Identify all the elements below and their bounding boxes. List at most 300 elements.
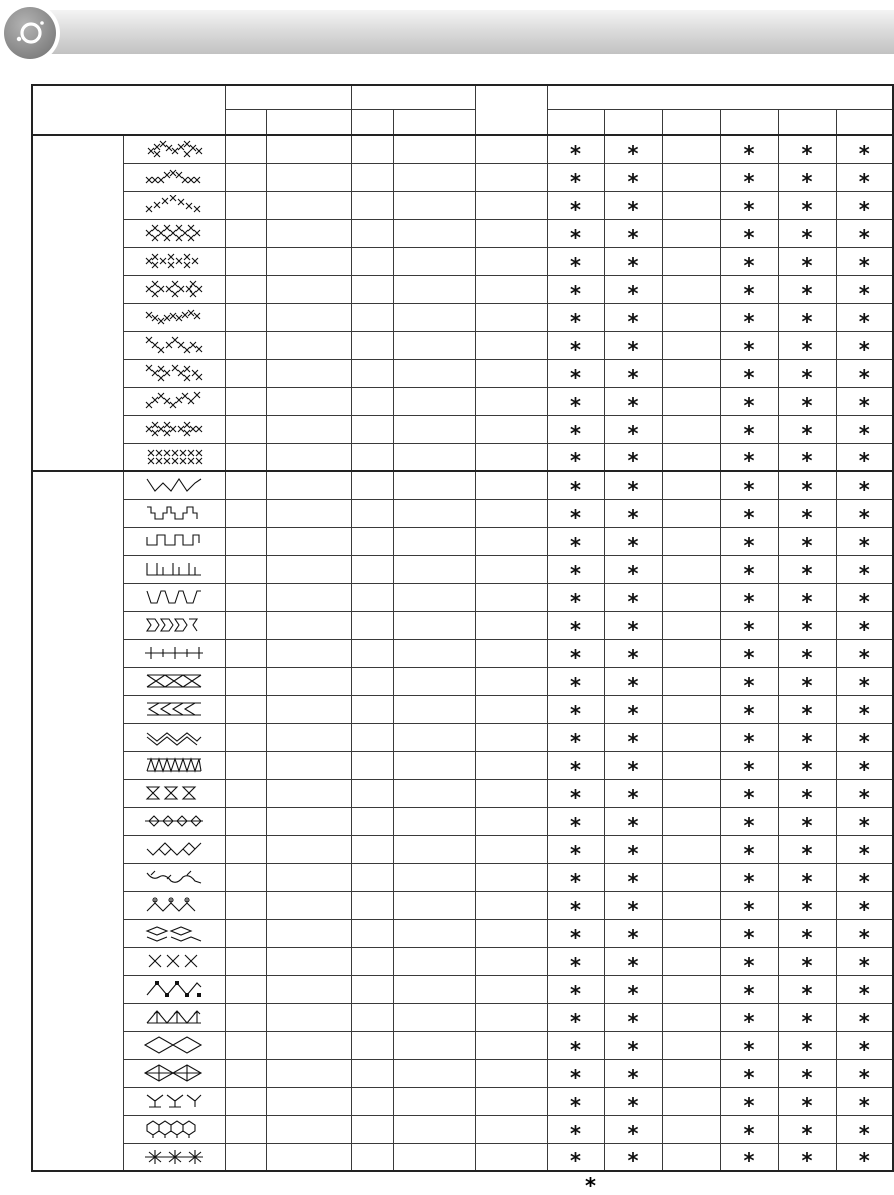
blank-cell: [266, 219, 351, 247]
blank-cell: [351, 947, 393, 975]
blank-cell: [393, 247, 475, 275]
blank-cell: [475, 779, 547, 807]
mark-cell: [836, 863, 893, 894]
boxed-cross-icon: [143, 671, 205, 691]
blank-cell: [475, 639, 547, 667]
leaf-wave-icon: [143, 867, 205, 887]
star-mark: *: [570, 897, 581, 922]
blank-cell: [225, 639, 266, 667]
mark-cell: [604, 779, 662, 810]
star-mark: *: [627, 1121, 639, 1146]
star-mark: *: [570, 1065, 581, 1090]
mark-cell: [836, 359, 893, 390]
star-mark: *: [570, 421, 581, 446]
blank-cell: [475, 919, 547, 947]
mark-cell: [547, 779, 604, 810]
star-mark: *: [570, 757, 581, 782]
blank-cell: [266, 779, 351, 807]
table-row: [32, 499, 893, 527]
section-header-bar: [14, 10, 894, 54]
blank-cell: [393, 443, 475, 471]
mark-cell: [604, 975, 662, 1006]
mark-cell: [778, 555, 836, 586]
mark-cell: [547, 947, 604, 978]
star-mark: *: [858, 925, 870, 950]
mark-cell: [662, 975, 720, 1003]
star-mark: *: [858, 281, 870, 306]
mark-cell: [836, 135, 893, 166]
star-mark: *: [858, 981, 870, 1006]
star-mark: *: [627, 897, 639, 922]
mark-cell: [720, 247, 778, 278]
stitch-icon-cell: [123, 919, 225, 947]
star-mark: *: [743, 617, 755, 642]
star-mark: *: [743, 953, 755, 978]
star-mark: *: [627, 785, 639, 810]
blank-cell: [225, 499, 266, 527]
blank-cell: [266, 135, 351, 163]
mark-cell: [778, 891, 836, 922]
blank-cell: [475, 975, 547, 1003]
blank-cell: [266, 303, 351, 331]
blank-cell: [266, 555, 351, 583]
star-mark: *: [627, 701, 639, 726]
blank-cell: [225, 1059, 266, 1087]
table-row: [32, 583, 893, 611]
mark-cell: [547, 583, 604, 614]
blank-cell: [225, 863, 266, 891]
blank-cell: [225, 1143, 266, 1171]
blank-cell: [393, 387, 475, 415]
star-mark: *: [627, 813, 639, 838]
stitch-table: [31, 84, 894, 1172]
star-mark: *: [570, 785, 581, 810]
blank-cell: [475, 1031, 547, 1059]
mark-cell: [836, 807, 893, 838]
star-mark: *: [570, 337, 581, 362]
mark-cell: [604, 527, 662, 558]
mark-cell: [662, 667, 720, 695]
mark-cell: [662, 583, 720, 611]
blank-cell: [266, 1143, 351, 1171]
star-mark: *: [858, 869, 870, 894]
mark-cell: [547, 387, 604, 418]
blank-cell: [266, 919, 351, 947]
star-mark: *: [858, 505, 870, 530]
star-mark: *: [858, 701, 870, 726]
mark-cell: [547, 1115, 604, 1146]
mark-cell: [720, 303, 778, 334]
table-row: [32, 835, 893, 863]
header-subcell: [547, 109, 604, 135]
blank-cell: [393, 1115, 475, 1143]
star-mark: *: [570, 701, 581, 726]
blank-cell: [266, 387, 351, 415]
star-mark: *: [801, 785, 813, 810]
blank-cell: [351, 919, 393, 947]
star-mark: *: [801, 841, 813, 866]
mark-cell: [778, 275, 836, 306]
mark-cell: [836, 667, 893, 698]
blank-cell: [475, 303, 547, 331]
mark-cell: [604, 135, 662, 166]
blank-cell: [393, 639, 475, 667]
star-mark: *: [743, 225, 755, 250]
star-mark: *: [627, 673, 639, 698]
ribbon-wave-icon: [143, 923, 205, 943]
blank-cell: [351, 863, 393, 891]
stitch-icon-cell: [123, 303, 225, 331]
mark-cell: [778, 863, 836, 894]
mark-cell: [720, 163, 778, 194]
blank-cell: [266, 723, 351, 751]
star-mark: *: [627, 561, 639, 586]
header-subcell: [266, 109, 351, 135]
star-mark: *: [858, 253, 870, 278]
mark-cell: [604, 1031, 662, 1062]
table-row: [32, 667, 893, 695]
blank-cell: [475, 471, 547, 499]
star-mark: *: [858, 561, 870, 586]
mark-cell: [778, 975, 836, 1006]
star-mark: *: [801, 253, 813, 278]
mark-cell: [836, 247, 893, 278]
star-mark: *: [801, 505, 813, 530]
star-mark: *: [801, 1009, 813, 1034]
blank-cell: [266, 835, 351, 863]
blank-cell: [393, 975, 475, 1003]
mark-cell: [836, 975, 893, 1006]
star-mark: *: [743, 561, 755, 586]
star-mark: *: [801, 869, 813, 894]
blank-cell: [225, 415, 266, 443]
mark-cell: [662, 1059, 720, 1087]
table-row: [32, 443, 893, 471]
blank-cell: [393, 807, 475, 835]
blank-cell: [475, 135, 547, 163]
blank-cell: [351, 975, 393, 1003]
blank-cell: [393, 611, 475, 639]
blank-cell: [266, 891, 351, 919]
mark-cell: [662, 1115, 720, 1143]
star-mark: *: [570, 1149, 581, 1174]
mark-cell: [604, 583, 662, 614]
table-row: [32, 863, 893, 891]
header-subcell: [393, 109, 475, 135]
blank-cell: [475, 527, 547, 555]
table-row: [32, 779, 893, 807]
blank-cell: [475, 891, 547, 919]
blank-cell: [393, 471, 475, 499]
mark-cell: [604, 947, 662, 978]
star-mark: *: [858, 393, 870, 418]
blank-cell: [351, 583, 393, 611]
header-subcell: [351, 109, 393, 135]
mark-cell: [604, 303, 662, 334]
mark-cell: [547, 807, 604, 838]
blank-cell: [475, 835, 547, 863]
mark-cell: [547, 219, 604, 250]
blank-cell: [351, 135, 393, 163]
stitch-icon-cell: [123, 835, 225, 863]
blank-cell: [475, 191, 547, 219]
mark-cell: [720, 1087, 778, 1118]
blank-cell: [393, 555, 475, 583]
mark-cell: [547, 135, 604, 166]
mark-cell: [836, 695, 893, 726]
stitch-icon-cell: [123, 947, 225, 975]
blank-cell: [266, 527, 351, 555]
star-mark: *: [743, 701, 755, 726]
table-row: [32, 891, 893, 919]
mark-cell: [662, 387, 720, 415]
star-mark: *: [570, 1093, 581, 1118]
star-mark: *: [743, 1009, 755, 1034]
mark-cell: [720, 359, 778, 390]
mark-cell: [720, 415, 778, 446]
blank-cell: [351, 163, 393, 191]
blank-cell: [225, 555, 266, 583]
mark-cell: [604, 1003, 662, 1034]
blank-cell: [351, 723, 393, 751]
star-mark: *: [627, 253, 639, 278]
table-row: [32, 471, 893, 499]
blank-cell: [351, 555, 393, 583]
star-mark: *: [627, 1149, 639, 1174]
crossed-rhombus-icon: [143, 1063, 205, 1083]
blank-cell: [393, 695, 475, 723]
star-mark: *: [801, 1149, 813, 1174]
blank-cell: [351, 891, 393, 919]
cross-stitch-04-icon: [143, 223, 205, 243]
cross-stitch-01-icon: [143, 139, 205, 159]
blank-cell: [393, 415, 475, 443]
star-mark: *: [627, 309, 639, 334]
mark-cell: [662, 303, 720, 331]
star-mark: *: [858, 1121, 870, 1146]
blank-cell: [225, 695, 266, 723]
blank-cell: [225, 471, 266, 499]
mark-cell: [720, 807, 778, 838]
table-row: [32, 947, 893, 975]
cross-stitch-07-icon: [143, 307, 205, 327]
blank-cell: [475, 863, 547, 891]
star-mark: *: [858, 1065, 870, 1090]
mark-cell: [720, 443, 778, 474]
star-mark: *: [743, 1149, 755, 1174]
star-mark: *: [570, 617, 581, 642]
star-mark: *: [801, 141, 813, 166]
mark-cell: [547, 863, 604, 894]
section-badge: [0, 3, 60, 63]
star-mark: *: [858, 169, 870, 194]
blank-cell: [393, 135, 475, 163]
mark-cell: [720, 919, 778, 950]
u-wave-icon: [143, 587, 205, 607]
star-mark: *: [743, 253, 755, 278]
star-mark: *: [743, 169, 755, 194]
blank-cell: [351, 191, 393, 219]
blank-cell: [225, 303, 266, 331]
mark-cell: [778, 331, 836, 362]
star-mark: *: [743, 645, 755, 670]
star-mark: *: [743, 841, 755, 866]
star-mark: *: [743, 281, 755, 306]
stitch-icon-cell: [123, 807, 225, 835]
zigzag-v-icon: [143, 475, 205, 495]
mark-cell: [662, 331, 720, 359]
stitch-icon-cell: [123, 751, 225, 779]
blank-cell: [225, 1115, 266, 1143]
diamond-chain-icon: [143, 811, 205, 831]
mark-cell: [836, 723, 893, 754]
mark-cell: [778, 947, 836, 978]
mark-cell: [604, 667, 662, 698]
star-mark: *: [570, 449, 581, 474]
star-mark: *: [801, 645, 813, 670]
mark-cell: [778, 807, 836, 838]
mark-cell: [836, 1115, 893, 1146]
cross-stitch-10-icon: [143, 391, 205, 411]
blank-cell: [393, 947, 475, 975]
mark-cell: [662, 275, 720, 303]
table-row: [32, 807, 893, 835]
star-mark: *: [743, 449, 755, 474]
mark-cell: [662, 443, 720, 471]
blank-cell: [475, 1143, 547, 1171]
blank-cell: [393, 1143, 475, 1171]
dense-zigzag-icon: [143, 755, 205, 775]
mark-cell: [662, 247, 720, 275]
blank-cell: [351, 639, 393, 667]
group-label-cross-stitch: [32, 135, 123, 471]
mark-cell: [778, 751, 836, 782]
mark-cell: [547, 163, 604, 194]
star-mark: *: [858, 813, 870, 838]
stitch-icon-cell: [123, 891, 225, 919]
mark-cell: [720, 1031, 778, 1062]
table-row: [32, 219, 893, 247]
stitch-icon-cell: [123, 527, 225, 555]
star-mark: *: [801, 169, 813, 194]
star-mark: *: [801, 1065, 813, 1090]
star-mark: *: [570, 925, 581, 950]
mark-cell: [604, 835, 662, 866]
mark-cell: [836, 919, 893, 950]
mark-cell: [778, 443, 836, 474]
blank-cell: [266, 247, 351, 275]
star-mark: *: [570, 645, 581, 670]
star-mark: *: [801, 281, 813, 306]
blank-cell: [393, 863, 475, 891]
sine-diamond-icon: [143, 839, 205, 859]
blank-cell: [475, 583, 547, 611]
mark-cell: [720, 1059, 778, 1090]
star-mark: *: [627, 869, 639, 894]
star-mark: *: [743, 337, 755, 362]
stitch-icon-cell: [123, 1059, 225, 1087]
star-mark: *: [743, 673, 755, 698]
star-mark: *: [570, 561, 581, 586]
square-wave-icon: [143, 531, 205, 551]
blank-cell: [225, 947, 266, 975]
blank-cell: [475, 1003, 547, 1031]
star-mark: *: [743, 309, 755, 334]
mark-cell: [604, 219, 662, 250]
star-mark: *: [743, 729, 755, 754]
mark-cell: [778, 611, 836, 642]
blank-cell: [393, 499, 475, 527]
blank-cell: [351, 219, 393, 247]
stitch-icon-cell: [123, 555, 225, 583]
mark-cell: [778, 1003, 836, 1034]
blank-cell: [351, 527, 393, 555]
step-zigzag-icon: [143, 503, 205, 523]
blank-cell: [351, 1143, 393, 1171]
mark-cell: [778, 919, 836, 950]
blank-cell: [266, 947, 351, 975]
mark-cell: [720, 555, 778, 586]
mark-cell: [547, 303, 604, 334]
blank-cell: [225, 219, 266, 247]
star-mark: *: [627, 141, 639, 166]
mark-cell: [836, 1031, 893, 1062]
star-mark: *: [858, 141, 870, 166]
cross-stitch-02-icon: [143, 167, 205, 187]
star-mark: *: [801, 757, 813, 782]
chevron-right-row-icon: [143, 615, 205, 635]
star-mark: *: [743, 757, 755, 782]
star-mark: *: [801, 1037, 813, 1062]
star-mark: *: [627, 841, 639, 866]
star-mark: *: [627, 645, 639, 670]
table-row: [32, 1059, 893, 1087]
cross-stitch-09-icon: [143, 363, 205, 383]
star-mark: *: [570, 281, 581, 306]
mark-cell: [836, 527, 893, 558]
blank-cell: [225, 835, 266, 863]
star-mark: *: [627, 169, 639, 194]
blank-cell: [225, 1087, 266, 1115]
star-mark: *: [627, 505, 639, 530]
blank-cell: [225, 807, 266, 835]
star-mark: *: [743, 505, 755, 530]
blank-cell: [393, 331, 475, 359]
star-mark: *: [627, 393, 639, 418]
mark-cell: [720, 723, 778, 754]
blank-cell: [475, 443, 547, 471]
mark-cell: [547, 359, 604, 390]
mark-cell: [778, 1031, 836, 1062]
mark-cell: [547, 555, 604, 586]
mark-cell: [547, 639, 604, 670]
header-cell-group-b: [351, 85, 475, 109]
star-mark: *: [858, 1093, 870, 1118]
mark-cell: [604, 1115, 662, 1146]
star-mark: *: [743, 1093, 755, 1118]
star-mark: *: [627, 197, 639, 222]
blank-cell: [225, 331, 266, 359]
snowflake-chain-icon: [143, 1147, 205, 1167]
mark-cell: [604, 555, 662, 586]
mark-cell: [662, 163, 720, 191]
mark-cell: [836, 1087, 893, 1118]
star-mark: *: [570, 169, 581, 194]
mark-cell: [778, 387, 836, 418]
mark-cell: [662, 947, 720, 975]
blank-cell: [225, 611, 266, 639]
table-row: [32, 975, 893, 1003]
